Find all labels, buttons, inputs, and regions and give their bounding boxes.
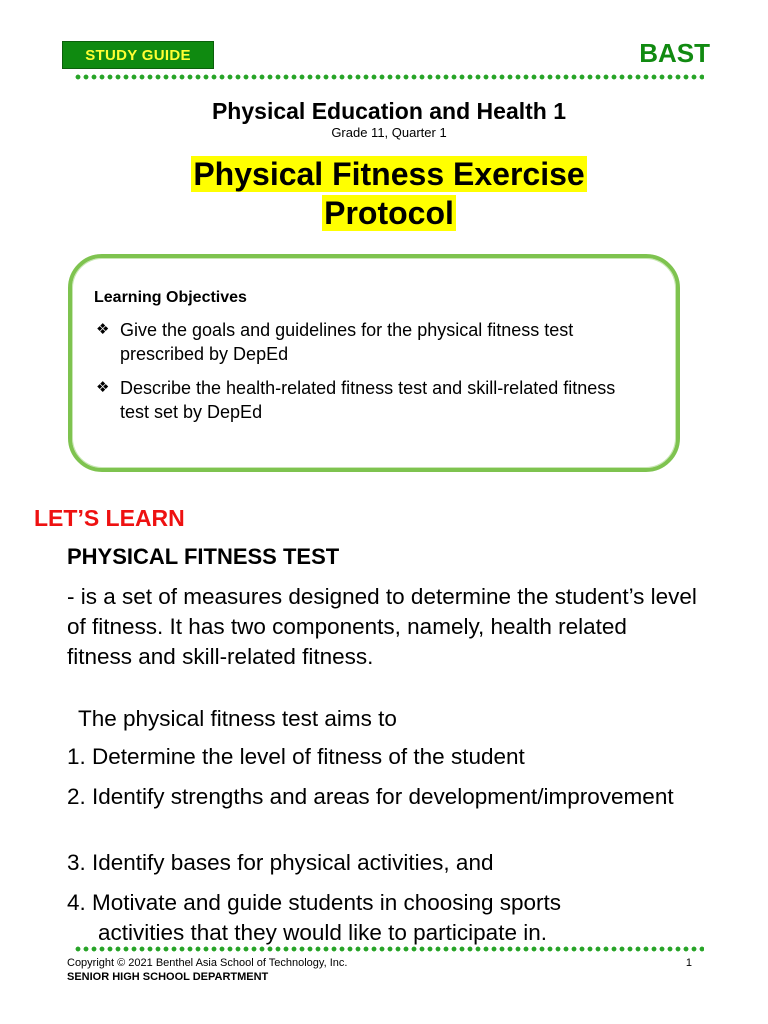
brand-logo-text: BAST (639, 38, 710, 68)
page-number: 1 (685, 957, 692, 969)
diamond-bullet-icon: ❖ (96, 321, 110, 338)
definition-paragraph: - is a set of measures designed to determine the student’s level of fitness. It has two components, namely, health related fitness and skill-related fitness. (67, 584, 697, 669)
grade-quarter: Grade 11, Quarter 1 (331, 125, 447, 140)
bottom-dotted-divider (74, 946, 704, 952)
title-line-2: Protocol (324, 195, 454, 231)
study-guide-badge: STUDY GUIDE (62, 41, 214, 69)
learning-objectives-heading: Learning Objectives (94, 289, 247, 306)
aim-item (67, 888, 697, 948)
objective-text: Describe the health-related fitness test and skill-related fitness test set by DepEd (120, 378, 616, 422)
diamond-bullet-icon: ❖ (96, 379, 110, 396)
section-title: PHYSICAL FITNESS TEST (67, 544, 340, 569)
footer-department: SENIOR HIGH SCHOOL DEPARTMENT (67, 971, 269, 983)
aim-item: 3. Identify bases for physical activities, and (67, 850, 494, 875)
lets-learn-heading: LET’S LEARN (34, 505, 185, 531)
aims-intro: The physical fitness test aims to (78, 706, 397, 731)
footer-copyright: Copyright © 2021 Benthel Asia School of Technology, Inc. (67, 957, 348, 969)
objective-item (96, 318, 616, 366)
title-line-1: Physical Fitness Exercise (193, 156, 585, 192)
objective-text: Give the goals and guidelines for the physical fitness test prescribed by DepEd (120, 320, 574, 364)
top-dotted-divider (74, 74, 704, 80)
aim-item: 1. Determine the level of fitness of the student (67, 744, 525, 769)
page-title (0, 155, 768, 233)
subject-title: Physical Education and Health 1 (211, 98, 567, 124)
aim-item: 2. Identify strengths and areas for development/improvement (67, 784, 674, 809)
objective-item (96, 376, 616, 424)
aim-item-continuation: activities that they would like to participate in. (98, 920, 547, 945)
aim-item-text: 4. Motivate and guide students in choosing sports (67, 890, 562, 915)
